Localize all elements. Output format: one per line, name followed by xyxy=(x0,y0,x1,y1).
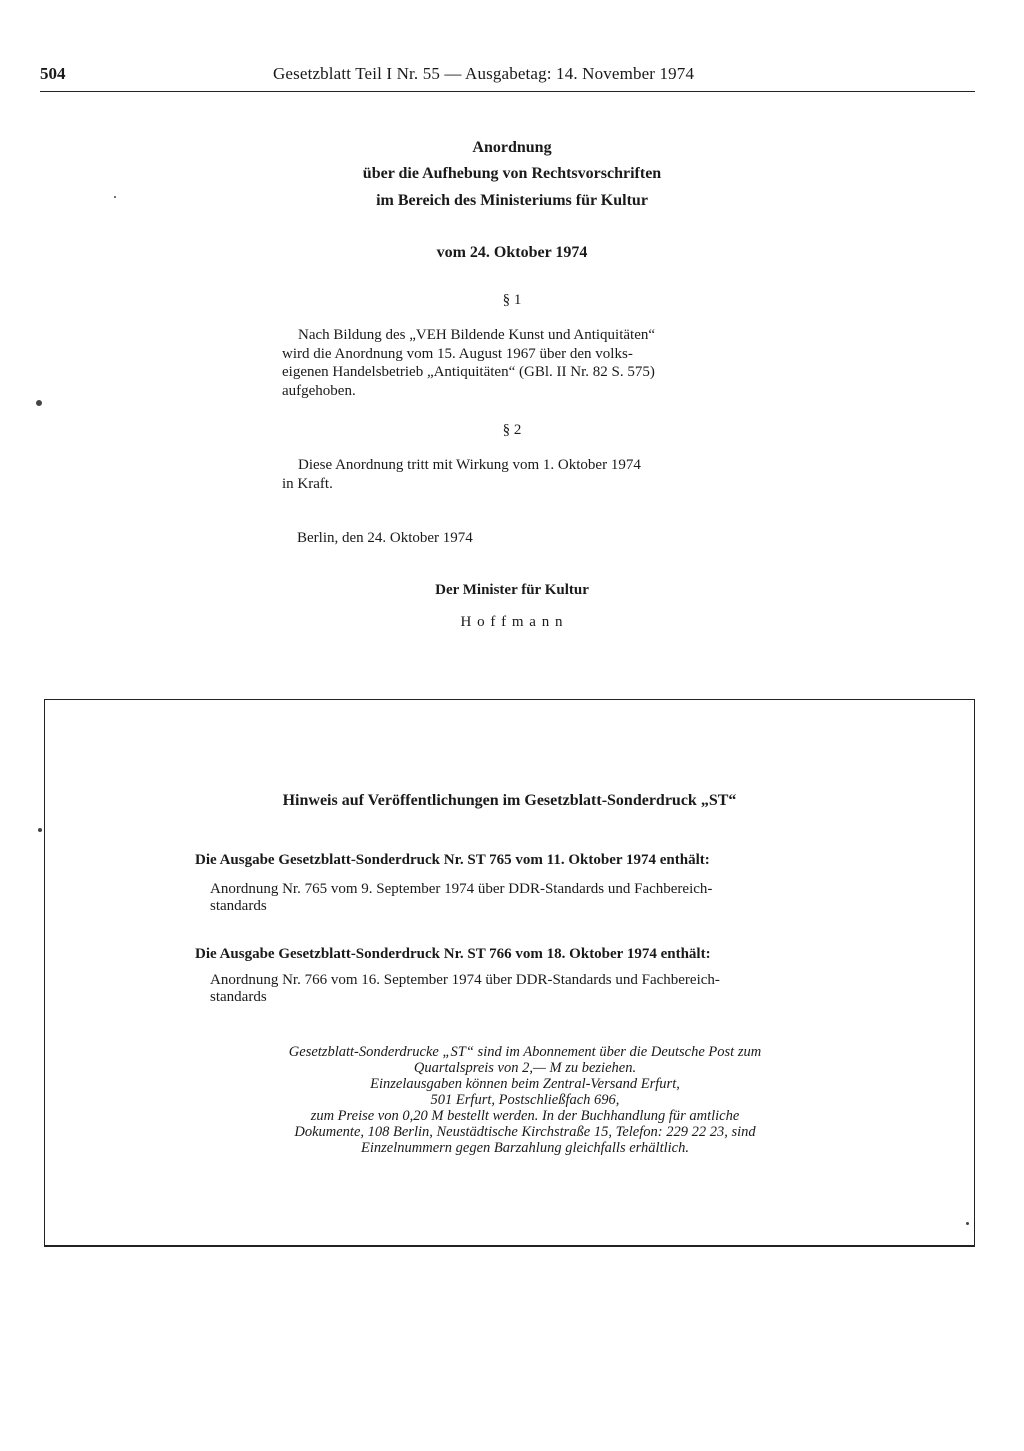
scan-speck xyxy=(38,828,42,832)
ordinance-title-line-3: im Bereich des Ministeriums für Kultur xyxy=(376,192,648,209)
section-1-line: eigenen Handelsbetrieb „Antiquitäten“ (GBl. II Nr. 82 S. 575) xyxy=(282,364,655,380)
notice-heading: Hinweis auf Veröffentlichungen im Gesetzblatt-Sonderdruck „ST“ xyxy=(282,792,737,809)
notice-entry-1-line: standards xyxy=(210,898,267,914)
notice-entry-2-lead: Die Ausgabe Gesetzblatt-Sonderdruck Nr. ST 766 vom 18. Oktober 1974 enthält: xyxy=(195,946,711,962)
signatory-title: Der Minister für Kultur xyxy=(435,582,589,598)
notice-entry-1-text xyxy=(210,881,830,915)
notice-entry-1-lead: Die Ausgabe Gesetzblatt-Sonderdruck Nr. ST 765 vom 11. Oktober 1974 enthält: xyxy=(195,852,710,868)
place-date: Berlin, den 24. Oktober 1974 xyxy=(297,530,473,546)
section-2-line: Diese Anordnung tritt mit Wirkung vom 1. Oktober 1974 xyxy=(298,457,641,473)
notice-info-line: 501 Erfurt, Postschließfach 696, xyxy=(430,1092,620,1108)
notice-info-line: Dokumente, 108 Berlin, Neustädtische Kirchstraße 15, Telefon: 229 22 23, sind xyxy=(294,1124,756,1140)
page-header xyxy=(40,64,975,94)
header-rule xyxy=(40,91,975,92)
scan-speck xyxy=(36,400,42,406)
notice-subscription-info xyxy=(195,1044,855,1156)
notice-entry-1-line: Anordnung Nr. 765 vom 9. September 1974 über DDR-Standards und Fachbereich- xyxy=(210,881,713,897)
section-1-line: Nach Bildung des „VEH Bildende Kunst und Antiquitäten“ xyxy=(298,327,656,343)
section-2-line: in Kraft. xyxy=(282,475,333,492)
notice-entry-2-line: standards xyxy=(210,989,267,1005)
scan-speck xyxy=(966,1222,969,1225)
section-2-label: § 2 xyxy=(502,422,522,438)
section-1-label: § 1 xyxy=(502,292,522,308)
notice-info-line: Einzelausgaben können beim Zentral-Versand Erfurt, xyxy=(370,1076,680,1092)
section-1-line: aufgehoben. xyxy=(282,382,356,399)
section-1-line: wird die Anordnung vom 15. August 1967 über den volks- xyxy=(282,345,633,362)
notice-info-line: Einzelnummern gegen Barzahlung gleichfalls erhältlich. xyxy=(361,1140,689,1156)
notice-entry-2-text xyxy=(210,972,830,1006)
signatory-name: H o f f m a n n xyxy=(460,614,564,630)
ordinance-title-line-1: Anordnung xyxy=(472,139,552,156)
ordinance-title-line-2: über die Aufhebung von Rechtsvorschriften xyxy=(362,165,662,182)
scan-speck xyxy=(114,196,116,198)
notice-entry-2-line: Anordnung Nr. 766 vom 16. September 1974 über DDR-Standards und Fachbereich- xyxy=(210,972,720,988)
ordinance-date: vom 24. Oktober 1974 xyxy=(436,244,588,261)
notice-info-line: Gesetzblatt-Sonderdrucke „ST“ sind im Abonnement über die Deutsche Post zum xyxy=(288,1044,762,1060)
page-number: 504 xyxy=(40,64,66,83)
notice-info-line: Quartalspreis von 2,— M zu beziehen. xyxy=(413,1060,637,1076)
section-1-text xyxy=(282,326,738,400)
gazette-title: Gesetzblatt Teil I Nr. 55 — Ausgabetag: 14. November 1974 xyxy=(273,64,695,83)
notice-box xyxy=(44,699,975,1247)
section-2-text xyxy=(282,456,738,493)
notice-info-line: zum Preise von 0,20 M bestellt werden. In der Buchhandlung für amtliche xyxy=(310,1108,740,1124)
